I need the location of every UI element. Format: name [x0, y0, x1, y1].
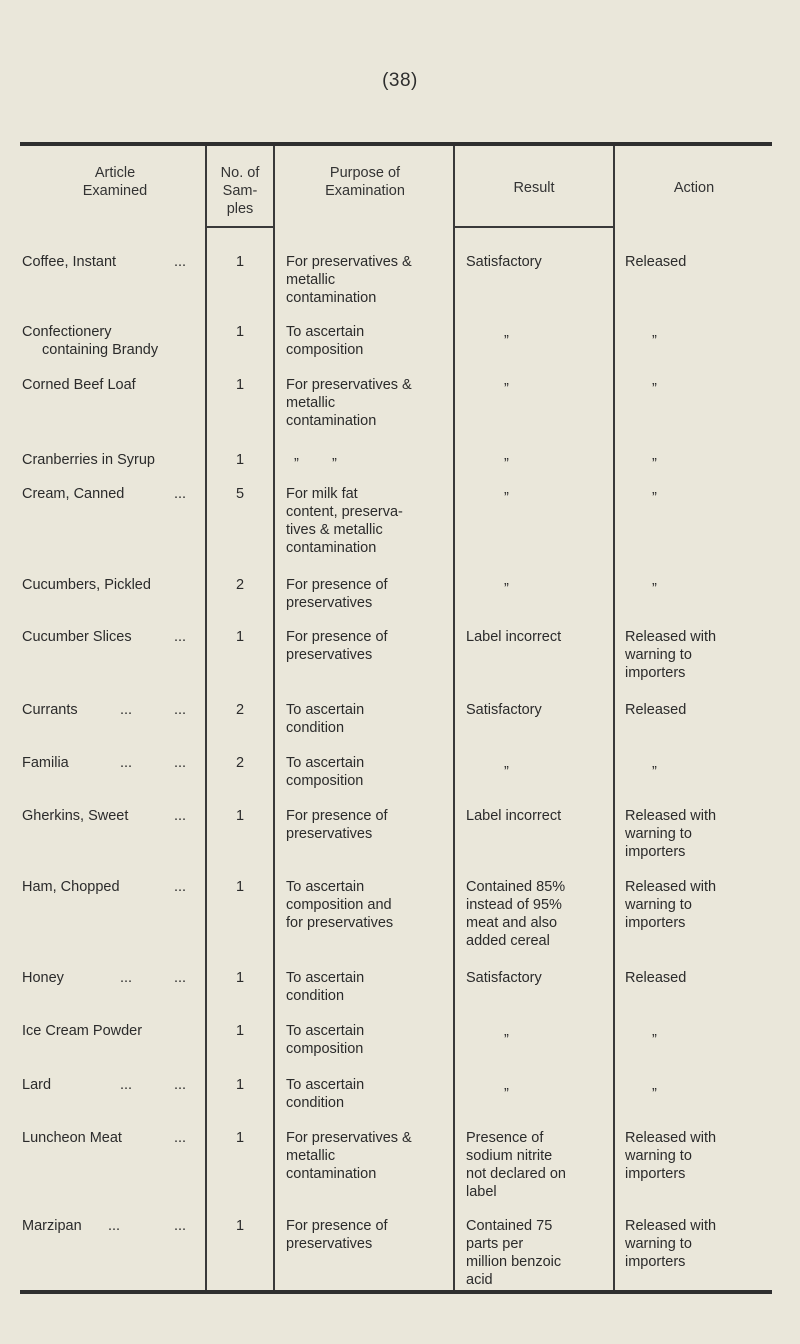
samples-cell: 1: [235, 1077, 245, 1093]
purpose-line: To ascertain: [286, 755, 365, 771]
purpose-cell: [286, 1217, 463, 1253]
action-cell-ditto: [625, 380, 797, 398]
article-cell: [22, 323, 204, 359]
purpose-line: metallic: [286, 272, 336, 288]
result-line: Label incorrect: [466, 629, 562, 645]
result-cell-ditto: [466, 489, 644, 507]
leader-dots: ...: [120, 1077, 133, 1093]
samples-cell: 2: [235, 755, 245, 771]
purpose-line: For preservatives &: [286, 377, 412, 393]
samples-cell: 1: [235, 629, 245, 645]
purpose-line: For presence of: [286, 808, 388, 824]
table-bottom-rule: [20, 1290, 772, 1294]
purpose-line: contamination: [286, 413, 377, 429]
action-cell: [625, 1129, 781, 1183]
leader-dots: ...: [174, 1077, 187, 1093]
action-line: warning to: [625, 826, 692, 842]
header-purpose-of-examination: [280, 164, 450, 200]
leader-dots: ...: [174, 486, 187, 502]
article-cell: [22, 451, 204, 469]
ditto-mark: ”: [504, 1086, 509, 1102]
article-text: Cucumber Slices: [22, 629, 132, 645]
result-cell-ditto: [466, 763, 644, 781]
ditto-mark: ”: [652, 581, 657, 597]
purpose-cell: [286, 323, 463, 359]
purpose-line: metallic: [286, 1148, 336, 1164]
purpose-line: For preservatives &: [286, 254, 412, 270]
article-cell: [22, 969, 204, 987]
action-line: importers: [625, 1254, 686, 1270]
ditto-mark: ”: [652, 490, 657, 506]
article-text: Ice Cream Powder: [22, 1023, 143, 1039]
leader-dots: ...: [174, 629, 187, 645]
samples-cell: 1: [235, 1130, 245, 1146]
result-line: label: [466, 1184, 497, 1200]
result-cell-ditto: [466, 580, 644, 598]
action-cell-ditto: [625, 332, 797, 350]
purpose-line: preservatives: [286, 1236, 373, 1252]
action-line: Released: [625, 254, 687, 270]
action-cell: [625, 807, 781, 861]
article-text: Confectionery: [22, 324, 112, 340]
article-text: Currants: [22, 702, 78, 718]
header-text: Examination: [325, 183, 405, 199]
ditto-mark: ”: [652, 333, 657, 349]
result-line: parts per: [466, 1236, 524, 1252]
purpose-line: contamination: [286, 1166, 377, 1182]
result-cell: [466, 878, 617, 950]
result-cell: [466, 628, 606, 646]
header-result: Result: [513, 180, 555, 196]
article-text: Gherkins, Sweet: [22, 808, 129, 824]
purpose-cell: [286, 485, 463, 557]
purpose-cell: [286, 807, 463, 843]
action-line: warning to: [625, 647, 692, 663]
leader-dots: ...: [120, 755, 133, 771]
ditto-mark: ”: [294, 456, 299, 472]
purpose-line: composition: [286, 342, 364, 358]
column-divider-4: [613, 146, 615, 1290]
article-text: Luncheon Meat: [22, 1130, 122, 1146]
article-text: containing Brandy: [42, 342, 159, 358]
ditto-mark: ”: [652, 1086, 657, 1102]
action-line: Released with: [625, 879, 717, 895]
article-cell: [22, 701, 204, 719]
purpose-line: condition: [286, 720, 345, 736]
purpose-line: composition: [286, 773, 364, 789]
purpose-line: To ascertain: [286, 702, 365, 718]
purpose-line: tives & metallic: [286, 522, 383, 538]
header-text: ples: [226, 201, 254, 217]
article-cell: [22, 1076, 204, 1094]
samples-cell: 1: [235, 808, 245, 824]
result-cell: [466, 1129, 617, 1201]
action-line: importers: [625, 1166, 686, 1182]
article-text: Cucumbers, Pickled: [22, 577, 151, 593]
header-underline-samples: [205, 226, 275, 228]
purpose-line: contamination: [286, 290, 377, 306]
purpose-cell: [286, 754, 463, 790]
action-line: Released: [625, 970, 687, 986]
purpose-line: To ascertain: [286, 970, 365, 986]
page-number: (38): [382, 70, 418, 91]
article-text: Familia: [22, 755, 69, 771]
purpose-line: condition: [286, 988, 345, 1004]
header-article-examined: [40, 164, 190, 200]
samples-cell: 1: [235, 879, 245, 895]
result-line: Contained 75: [466, 1218, 553, 1234]
samples-cell: 1: [235, 377, 245, 393]
result-cell-ditto: [466, 455, 644, 473]
purpose-line: To ascertain: [286, 1077, 365, 1093]
ditto-mark: ”: [504, 333, 509, 349]
purpose-line: For presence of: [286, 577, 388, 593]
header-text: Article: [94, 165, 136, 181]
purpose-line: For presence of: [286, 629, 388, 645]
article-text: Lard: [22, 1077, 52, 1093]
result-cell-ditto: [466, 1085, 644, 1103]
article-text: Cranberries in Syrup: [22, 452, 155, 468]
samples-cell: 1: [235, 452, 245, 468]
samples-cell: 1: [235, 1023, 245, 1039]
result-line: instead of 95%: [466, 897, 562, 913]
samples-cell: 1: [235, 970, 245, 986]
article-text: Honey: [22, 970, 64, 986]
result-line: Presence of: [466, 1130, 544, 1146]
result-line: Contained 85%: [466, 879, 566, 895]
purpose-line: composition: [286, 1041, 364, 1057]
leader-dots: ...: [174, 254, 187, 270]
action-cell-ditto: [625, 580, 797, 598]
ditto-mark: ”: [504, 1032, 509, 1048]
samples-cell: 1: [235, 324, 245, 340]
article-cell: [22, 1129, 204, 1147]
action-line: warning to: [625, 1148, 692, 1164]
purpose-line: preservatives: [286, 595, 373, 611]
ditto-mark: ”: [652, 456, 657, 472]
leader-dots: ...: [120, 702, 133, 718]
action-cell: [625, 628, 781, 682]
samples-cell: 2: [235, 577, 245, 593]
action-cell-ditto: [625, 763, 797, 781]
ditto-mark: ”: [504, 490, 509, 506]
result-line: added cereal: [466, 933, 550, 949]
purpose-cell-ditto: [286, 455, 452, 473]
purpose-line: For milk fat: [286, 486, 358, 502]
article-text: Corned Beef Loaf: [22, 377, 136, 393]
ditto-mark: ”: [332, 456, 337, 472]
result-line: Label incorrect: [466, 808, 562, 824]
purpose-cell: [286, 969, 463, 1005]
leader-dots: ...: [174, 808, 187, 824]
leader-dots: ...: [174, 1130, 187, 1146]
ditto-mark: ”: [652, 381, 657, 397]
result-cell: [466, 969, 606, 987]
purpose-cell: [286, 253, 463, 307]
samples-cell: 2: [235, 702, 245, 718]
action-cell-ditto: [625, 455, 797, 473]
article-cell: [22, 1217, 204, 1235]
leader-dots: ...: [120, 970, 133, 986]
header-action: Action: [673, 180, 715, 196]
article-cell: [22, 253, 204, 271]
leader-dots: ...: [174, 970, 187, 986]
article-cell: [22, 754, 204, 772]
ditto-mark: ”: [652, 1032, 657, 1048]
samples-cell: 1: [235, 254, 245, 270]
result-cell-ditto: [466, 332, 644, 350]
leader-dots: ...: [108, 1218, 121, 1234]
article-text: Marzipan: [22, 1218, 82, 1234]
purpose-line: For preservatives &: [286, 1130, 412, 1146]
purpose-cell: [286, 1076, 463, 1112]
purpose-line: composition and: [286, 897, 392, 913]
result-cell: [466, 1217, 617, 1289]
action-cell-ditto: [625, 1085, 797, 1103]
result-cell: [466, 253, 606, 271]
ditto-mark: ”: [504, 381, 509, 397]
purpose-cell: [286, 1129, 463, 1183]
action-cell: [625, 1217, 781, 1271]
purpose-line: To ascertain: [286, 324, 365, 340]
purpose-cell: [286, 376, 463, 430]
purpose-line: for preservatives: [286, 915, 394, 931]
table-top-rule: [20, 142, 772, 146]
result-line: sodium nitrite: [466, 1148, 553, 1164]
result-cell: [466, 701, 606, 719]
article-cell: [22, 807, 204, 825]
result-line: Satisfactory: [466, 970, 542, 986]
header-text: Sam-: [222, 183, 258, 199]
leader-dots: ...: [174, 879, 187, 895]
purpose-line: condition: [286, 1095, 345, 1111]
result-line: not declared on: [466, 1166, 566, 1182]
result-line: acid: [466, 1272, 493, 1288]
samples-cell: 5: [235, 486, 245, 502]
header-underline-result: [453, 226, 615, 228]
action-cell-ditto: [625, 1031, 797, 1049]
purpose-line: preservatives: [286, 826, 373, 842]
article-text: Ham, Chopped: [22, 879, 120, 895]
leader-dots: ...: [174, 1218, 187, 1234]
ditto-mark: ”: [652, 764, 657, 780]
purpose-line: contamination: [286, 540, 377, 556]
header-text: No. of: [220, 165, 260, 181]
action-line: importers: [625, 844, 686, 860]
action-line: Released with: [625, 629, 717, 645]
header-text: Examined: [82, 183, 148, 199]
action-line: Released with: [625, 808, 717, 824]
action-cell: [625, 701, 770, 719]
purpose-cell: [286, 1022, 463, 1058]
purpose-line: To ascertain: [286, 1023, 365, 1039]
article-text: Cream, Canned: [22, 486, 125, 502]
ditto-mark: ”: [504, 764, 509, 780]
article-cell: [22, 376, 204, 394]
action-cell: [625, 969, 770, 987]
action-cell: [625, 253, 770, 271]
purpose-line: To ascertain: [286, 879, 365, 895]
action-cell: [625, 878, 781, 932]
purpose-cell: [286, 878, 463, 932]
action-line: importers: [625, 915, 686, 931]
result-cell-ditto: [466, 380, 644, 398]
action-line: Released: [625, 702, 687, 718]
result-cell-ditto: [466, 1031, 644, 1049]
header-text: Purpose of: [329, 165, 401, 181]
purpose-cell: [286, 628, 463, 664]
leader-dots: ...: [174, 755, 187, 771]
result-line: Satisfactory: [466, 254, 542, 270]
article-cell: [22, 485, 204, 503]
action-line: importers: [625, 665, 686, 681]
purpose-cell: [286, 576, 463, 612]
result-line: Satisfactory: [466, 702, 542, 718]
article-cell: [22, 628, 204, 646]
action-cell-ditto: [625, 489, 797, 507]
purpose-line: For presence of: [286, 1218, 388, 1234]
header-no-of-samples: [206, 164, 274, 218]
samples-cell: 1: [235, 1218, 245, 1234]
action-line: warning to: [625, 897, 692, 913]
purpose-cell: [286, 701, 463, 737]
action-line: Released with: [625, 1130, 717, 1146]
result-line: million benzoic: [466, 1254, 562, 1270]
action-line: warning to: [625, 1236, 692, 1252]
ditto-mark: ”: [504, 581, 509, 597]
purpose-line: content, preserva-: [286, 504, 403, 520]
result-cell: [466, 807, 606, 825]
article-cell: [22, 576, 204, 594]
purpose-line: preservatives: [286, 647, 373, 663]
article-cell: [22, 1022, 204, 1040]
article-text: Coffee, Instant: [22, 254, 117, 270]
article-cell: [22, 878, 204, 896]
ditto-mark: ”: [504, 456, 509, 472]
leader-dots: ...: [174, 702, 187, 718]
action-line: Released with: [625, 1218, 717, 1234]
purpose-line: metallic: [286, 395, 336, 411]
result-line: meat and also: [466, 915, 558, 931]
